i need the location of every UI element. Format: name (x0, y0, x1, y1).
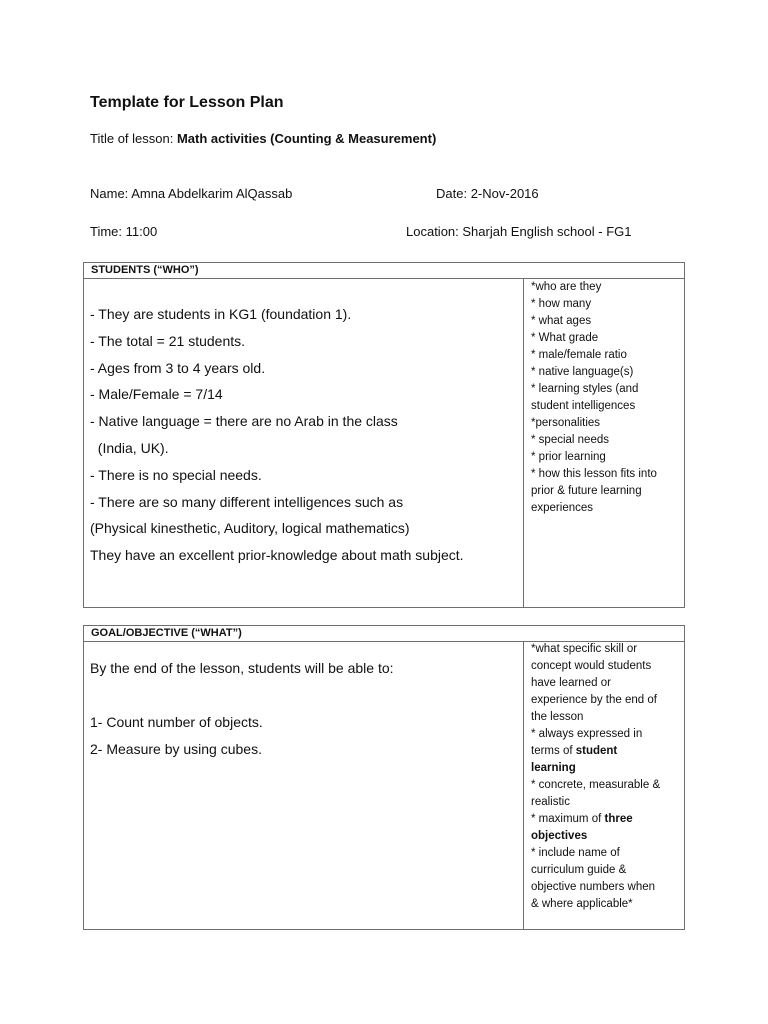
date-label: Date: (436, 186, 468, 201)
date-value: 2-Nov-2016 (470, 186, 539, 201)
guidance-line: realistic (531, 796, 570, 808)
students-header: STUDENTS (“WHO”) (84, 263, 684, 279)
location-value: Sharjah English school - FG1 (462, 224, 632, 239)
guidance-line: *personalities (531, 417, 601, 429)
students-line: (India, UK). (90, 440, 169, 456)
goal-header: GOAL/OBJECTIVE (“WHAT”) (84, 626, 684, 642)
guidance-line: * how this lesson fits into (531, 468, 657, 480)
goal-body (84, 642, 684, 929)
name-label: Name: (90, 186, 129, 201)
goal-section (83, 625, 685, 930)
goal-objective: 2- Measure by using cubes. (90, 741, 262, 757)
goal-guidance (524, 642, 684, 929)
guidance-line: * concrete, measurable & (531, 779, 661, 791)
guidance-text: * maximum of (531, 813, 605, 825)
time-label: Time: (90, 224, 123, 239)
guidance-line: student intelligences (531, 400, 636, 412)
students-body (84, 279, 684, 607)
guidance-line: *what specific skill or (531, 643, 638, 655)
guidance-line: prior & future learning (531, 485, 642, 497)
students-line: - Native language = there are no Arab in the class (90, 413, 398, 429)
time-row (90, 224, 157, 239)
students-line: (Physical kinesthetic, Auditory, logical mathematics) (90, 520, 410, 536)
guidance-line: experiences (531, 502, 594, 514)
lesson-title-value: Math activities (Counting & Measurement) (176, 131, 437, 146)
guidance-line: *who are they (531, 281, 602, 293)
students-line: - Ages from 3 to 4 years old. (90, 360, 266, 376)
guidance-line (531, 760, 679, 777)
students-details (84, 279, 524, 607)
students-guidance-notes (531, 279, 679, 517)
goal-objective: 1- Count number of objects. (90, 714, 263, 730)
location-label: Location: (406, 224, 459, 239)
goal-guidance-notes (531, 641, 679, 913)
guidance-line: * special needs (531, 434, 609, 446)
guidance-line: experience by the end of (531, 694, 657, 706)
guidance-line: * learning styles (and (531, 383, 639, 395)
date-row (436, 186, 539, 201)
guidance-emphasis: objectives (531, 830, 588, 842)
guidance-text: terms of (531, 745, 576, 757)
students-line: - There is no special needs. (90, 467, 262, 483)
students-section (83, 262, 685, 608)
lesson-title-row (90, 131, 436, 146)
name-value: Amna Abdelkarim AlQassab (131, 186, 293, 201)
students-line: - They are students in KG1 (foundation 1). (90, 306, 352, 322)
guidance-line: * always expressed in (531, 728, 643, 740)
guidance-line (531, 811, 679, 828)
goal-intro: By the end of the lesson, students will be able to: (90, 660, 394, 676)
guidance-line: & where applicable* (531, 898, 633, 910)
guidance-line: objective numbers when (531, 881, 656, 893)
guidance-line: * prior learning (531, 451, 606, 463)
guidance-line: have learned or (531, 677, 611, 689)
guidance-line: concept would students (531, 660, 652, 672)
guidance-emphasis: student (575, 745, 618, 757)
guidance-line: * how many (531, 298, 592, 310)
guidance-line: * what ages (531, 315, 592, 327)
lesson-title-label: Title of lesson: (90, 131, 174, 146)
students-line: - The total = 21 students. (90, 333, 246, 349)
guidance-emphasis: learning (531, 762, 576, 774)
guidance-line (531, 743, 679, 760)
guidance-line (531, 828, 679, 845)
students-guidance (524, 279, 684, 607)
students-line: They have an excellent prior-knowledge about math subject. (90, 547, 464, 563)
guidance-line: * native language(s) (531, 366, 634, 378)
guidance-line: curriculum guide & (531, 864, 627, 876)
name-row (90, 186, 292, 201)
guidance-line: the lesson (531, 711, 584, 723)
document-title: Template for Lesson Plan (90, 94, 284, 111)
guidance-line: * male/female ratio (531, 349, 627, 361)
goal-details (84, 642, 524, 929)
students-line: - There are so many different intelligences such as (90, 494, 404, 510)
location-row (406, 224, 631, 239)
guidance-emphasis: three (604, 813, 633, 825)
students-line: - Male/Female = 7/14 (90, 386, 223, 402)
guidance-line: * include name of (531, 847, 620, 859)
guidance-line: * What grade (531, 332, 599, 344)
time-value: 11:00 (125, 224, 158, 239)
